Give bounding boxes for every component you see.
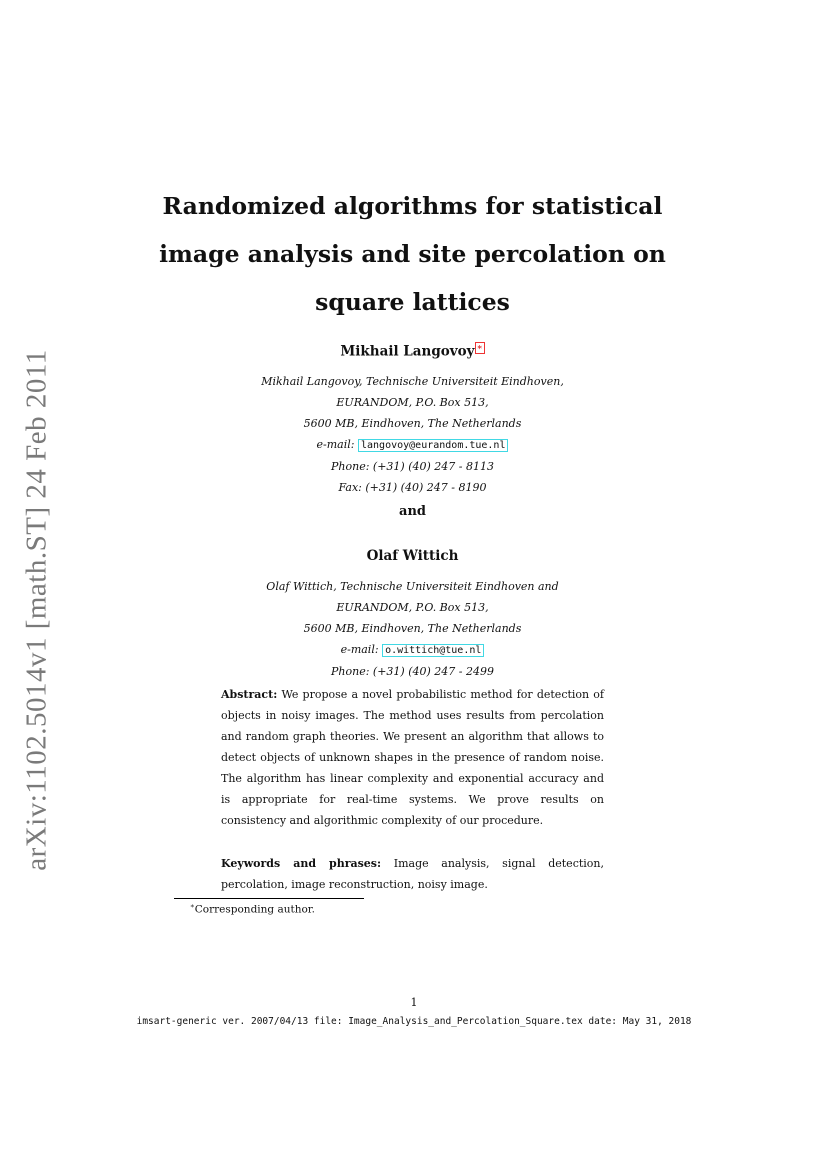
affiliation-line: EURANDOM, P.O. Box 513, bbox=[336, 601, 489, 614]
abstract bbox=[221, 684, 604, 831]
email-line bbox=[150, 639, 675, 661]
footnote bbox=[190, 902, 315, 916]
email-label: e-mail: bbox=[316, 438, 355, 451]
keywords-text: Image analysis, signal detection, percolation, image reconstruction, noisy image. bbox=[221, 857, 604, 891]
page-number: 1 bbox=[410, 996, 418, 1009]
author-1-address bbox=[150, 371, 675, 498]
arxiv-stamp: arXiv:1102.5014v1 [math.ST] 24 Feb 2011 bbox=[20, 349, 53, 871]
author-2-address bbox=[150, 576, 675, 682]
author-2-name: Olaf Wittich bbox=[366, 548, 459, 564]
affiliation-line: 5600 MB, Eindhoven, The Netherlands bbox=[303, 417, 522, 430]
fax-line: Fax: (+31) (40) 247 - 8190 bbox=[338, 481, 487, 494]
document-footer: imsart-generic ver. 2007/04/13 file: Image_Analysis_and_Percolation_Square.tex date: May 31, 2018 bbox=[136, 1016, 692, 1027]
affiliation-line: Mikhail Langovoy, Technische Universiteit Eindhoven, bbox=[261, 375, 564, 388]
keywords-label: Keywords and phrases: bbox=[221, 857, 382, 870]
email-label: e-mail: bbox=[340, 643, 379, 656]
paper-title: Randomized algorithms for statistical image analysis and site percolation on square lattices bbox=[159, 192, 666, 316]
email-link[interactable]: langovoy@eurandom.tue.nl bbox=[358, 439, 509, 452]
affiliation-line: EURANDOM, P.O. Box 513, bbox=[336, 396, 489, 409]
corresponding-author-link[interactable]: ∗ bbox=[476, 343, 483, 353]
footnote-rule bbox=[174, 898, 364, 899]
abstract-text: We propose a novel probabilistic method for detection of objects in noisy images. The method uses results from percolation and random graph theories. We present an algorithm that allows to detect objects of unknown shapes in the presence of random noise. The algorithm has linear complexity and exponential accuracy and is appropriate for real-time systems. We prove results on consistency and algorithmic complexity of our procedure. bbox=[221, 688, 604, 827]
email-link[interactable]: o.wittich@tue.nl bbox=[382, 644, 484, 657]
email-line bbox=[150, 434, 675, 456]
author-conjunction: and bbox=[399, 504, 426, 519]
footnote-mark: ∗ bbox=[190, 902, 195, 910]
affiliation-line: 5600 MB, Eindhoven, The Netherlands bbox=[303, 622, 522, 635]
author-name bbox=[150, 343, 675, 360]
phone-line: Phone: (+31) (40) 247 - 8113 bbox=[331, 460, 494, 473]
keywords bbox=[221, 853, 604, 895]
abstract-label: Abstract: bbox=[221, 688, 278, 701]
affiliation-line: Olaf Wittich, Technische Universiteit Eindhoven and bbox=[266, 580, 559, 593]
footnote-text: Corresponding author. bbox=[194, 903, 315, 916]
phone-line: Phone: (+31) (40) 247 - 2499 bbox=[331, 665, 494, 678]
author-1-name: Mikhail Langovoy bbox=[340, 343, 475, 360]
